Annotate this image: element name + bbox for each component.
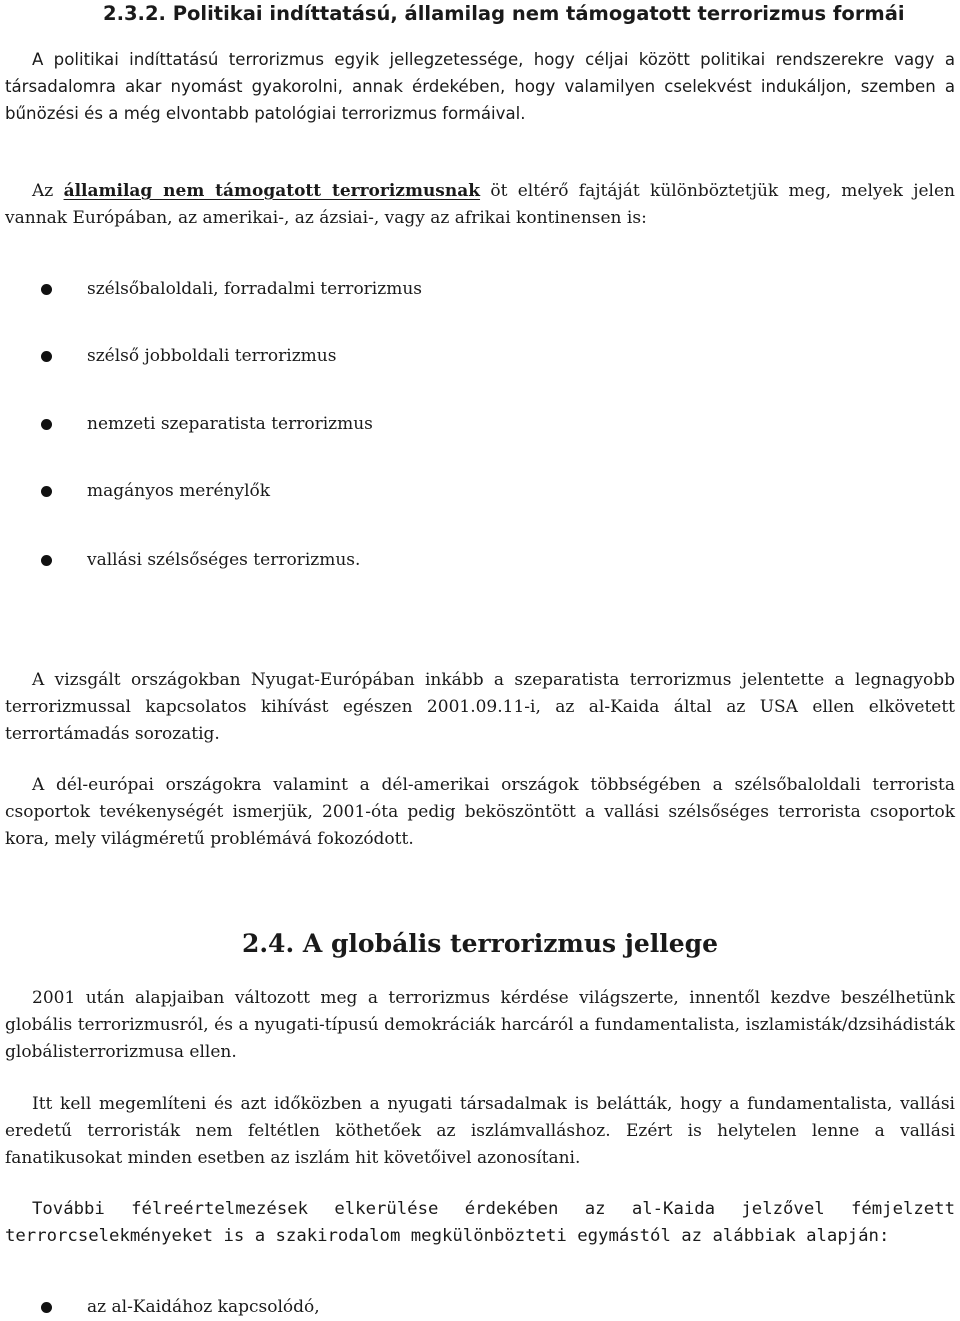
bullet-icon	[41, 419, 52, 430]
list-item-text: nemzeti szeparatista terrorizmus	[87, 414, 373, 434]
section2-heading: 2.4. A globális terrorizmus jellege	[241, 929, 719, 958]
list-item-text: vallási szélsőséges terrorizmus.	[87, 550, 361, 570]
list-item	[0, 1294, 960, 1321]
paragraph-five-types-after: öt eltérő fajtáját különböztetjük meg, melyek jelen vannak Európában, az amerikai-, az ázsiai-, vagy az afrikai kontinensen is:	[5, 181, 955, 228]
bullet-icon	[41, 1302, 52, 1313]
list-item-text: szélső jobboldali terrorizmus	[87, 346, 337, 366]
paragraph-five-types-before: Az	[32, 181, 64, 201]
list-item	[0, 276, 960, 303]
bullet-icon	[41, 284, 52, 295]
section-heading: 2.3.2. Politikai indíttatású, államilag nem támogatott terrorizmus formái	[103, 2, 905, 25]
list-item	[0, 411, 960, 438]
list-item-text: az al-Kaidához kapcsolódó,	[87, 1297, 320, 1317]
paragraph-religious-origin: Itt kell megemlíteni és azt időközben a nyugati társadalmak is belátták, hogy a fundamentalista, vallási eredetű terroristák nem feltétlen köthetőek az iszlámvalláshoz. Ezért is helytelen lenne a vallási fanatikusokat minden esetben az iszlám hit követőivel azonosítani.	[5, 1094, 955, 1168]
paragraph-southern-europe: A dél-európai országokra valamint a dél-amerikai országok többségében a szélsőbaloldali terrorista csoportok tevékenységét ismerjük, 2001-óta pedig beköszöntött a vallási szélsőséges terrorista csoportok kora, mely világméretű problémává fokozódott.	[5, 775, 955, 849]
key-term: államilag nem támogatott terrorizmusnak	[63, 181, 481, 201]
paragraph-five-types	[5, 178, 955, 232]
list-item	[0, 547, 960, 574]
paragraph-political-terrorism: A politikai indíttatású terrorizmus egyik jellegzetessége, hogy céljai között politikai rendszerekre vagy a társadalomra akar nyomást gyakorolni, annak érdekében, hogy valamilyen cselekvést indukáljon, szemben a bűnözési és a még elvontabb patológiai terrorizmus formáival.	[5, 50, 955, 123]
bullet-icon	[41, 555, 52, 566]
bullet-icon	[41, 486, 52, 497]
list-item	[0, 343, 960, 370]
paragraph-western-europe: A vizsgált országokban Nyugat-Európában inkább a szeparatista terrorizmus jelentette a legnagyobb terrorizmussal kapcsolatos kihívást egészen 2001.09.11-i, az al-Kaida által az USA ellen elkövetett terrortámadás sorozatig.	[5, 670, 955, 744]
list-item-text: magányos merénylők	[87, 481, 271, 501]
list-item-text: szélsőbaloldali, forradalmi terrorizmus	[87, 279, 422, 299]
bullet-icon	[41, 351, 52, 362]
list-item	[0, 478, 960, 505]
paragraph-global-terrorism: 2001 után alapjaiban változott meg a terrorizmus kérdése világszerte, innentől kezdve beszélhetünk globális terrorizmusról, és a nyugati-típusú demokráciák harcáról a fundamentalista, iszlamisták/dzsihádisták globálisterrorizmusa ellen.	[5, 988, 955, 1062]
paragraph-misinterpretation: További félreértelmezések elkerülése érdekében az al-Kaida jelzővel fémjelzett terrorcselekményeket is a szakirodalom megkülönbözteti egymástól az alábbiak alapján:	[5, 1199, 955, 1246]
